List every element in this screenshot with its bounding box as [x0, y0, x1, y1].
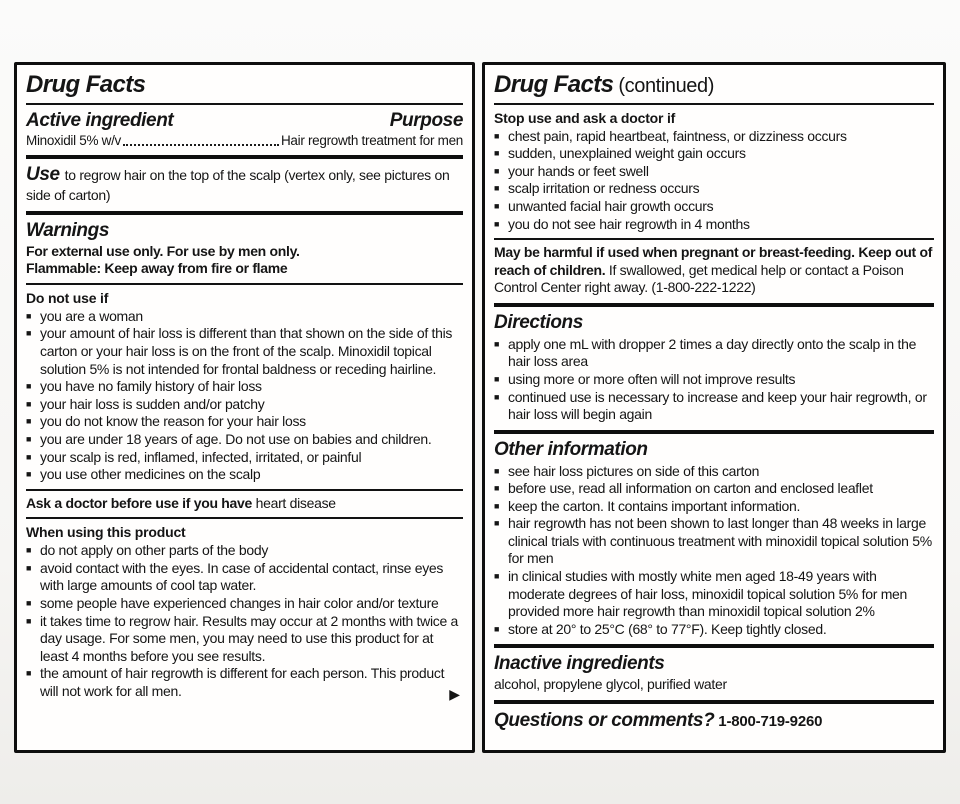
square-bullet-icon: ■: [494, 130, 500, 141]
do-not-use-list: [26, 308, 463, 484]
section-warnings: [26, 217, 463, 282]
section-do-not-use: [26, 286, 463, 488]
stop-use-heading: Stop use and ask a doctor if: [494, 109, 676, 126]
use-text: to regrow hair on the top of the scalp (vertex only, see pictures on side of carton): [26, 167, 450, 204]
drug-facts-title-text: Drug Facts: [494, 71, 614, 98]
bullet-text: apply one mL with dropper 2 times a day directly onto the scalp in the hair loss area: [508, 335, 917, 370]
purpose-heading: Purpose: [389, 109, 463, 131]
bullet-text: keep the carton. It contains important information.: [508, 497, 801, 514]
bullet-text: your scalp is red, inflamed, infected, irritated, or painful: [40, 448, 362, 465]
square-bullet-icon: ■: [494, 391, 500, 402]
divider: [26, 517, 463, 519]
bullet-item: [494, 515, 934, 568]
bullet-text: you do not know the reason for your hair loss: [40, 413, 306, 430]
square-bullet-icon: ■: [26, 416, 32, 427]
bullet-item: [494, 163, 934, 181]
bullet-text: see hair loss pictures on side of this carton: [508, 462, 760, 479]
divider: [26, 103, 463, 105]
bullet-item: [26, 431, 463, 449]
bullet-item: [26, 449, 463, 467]
bullet-item: [26, 378, 463, 396]
divider: [494, 303, 934, 307]
square-bullet-icon: ■: [494, 623, 500, 634]
section-ask-doctor: [26, 492, 463, 517]
square-bullet-icon: ■: [26, 562, 32, 573]
bullet-text: before use, read all information on carton and enclosed leaflet: [508, 480, 873, 497]
square-bullet-icon: ■: [26, 545, 32, 556]
bullet-item: [26, 613, 463, 666]
square-bullet-icon: ■: [26, 668, 32, 679]
bullet-text: using more or more often will not improve results: [508, 370, 796, 387]
bullet-text: store at 20° to 25°C (68° to 77°F). Keep tightly closed.: [508, 620, 827, 637]
section-other-information: [494, 436, 934, 643]
bullet-item: [26, 396, 463, 414]
drug-facts-panel-left: [14, 62, 475, 753]
bullet-text: your hands or feet swell: [508, 162, 649, 179]
square-bullet-icon: ■: [26, 615, 32, 626]
square-bullet-icon: ■: [26, 328, 32, 339]
bullet-text: you are under 18 years of age. Do not use on babies and children.: [40, 430, 432, 447]
bullet-text: it takes time to regrow hair. Results may occur at 2 months with twice a day usage. For some men, you may need to use this product for at least 4 months before you see results.: [40, 612, 459, 664]
bullet-text: continued use is necessary to increase and keep your hair regrowth, or hair loss will begin again: [508, 388, 927, 423]
square-bullet-icon: ■: [494, 218, 500, 229]
text-segment: If swallowed, get medical help or contact a Poison Control Center right away. (1-800-222-1222): [494, 261, 904, 296]
square-bullet-icon: ■: [494, 483, 500, 494]
divider: [26, 211, 463, 215]
square-bullet-icon: ■: [494, 500, 500, 511]
divider: [26, 283, 463, 285]
bullet-text: hair regrowth has not been shown to last longer than 48 weeks in large clinical trials with continuous treatment with minoxidil topical solution 5% for men: [508, 515, 932, 567]
directions-list: [494, 336, 934, 424]
bullet-text: the amount of hair regrowth is different for each person. This product will not work for all men.: [40, 665, 445, 700]
bullet-item: [26, 466, 463, 484]
bullet-text: you use other medicines on the scalp: [40, 466, 261, 483]
active-ingredient-heading: Active ingredient: [26, 109, 174, 131]
bullet-item: [494, 198, 934, 216]
continued-text: (continued): [618, 75, 715, 97]
section-stop-use: [494, 106, 934, 238]
divider: [494, 644, 934, 648]
text-segment: heart disease: [255, 494, 336, 511]
bullet-text: your hair loss is sudden and/or patchy: [40, 395, 265, 412]
square-bullet-icon: ■: [494, 148, 500, 159]
square-bullet-icon: ■: [26, 469, 32, 480]
bullet-item: [494, 128, 934, 146]
inactive-ingredients-text: alcohol, propylene glycol, purified water: [494, 676, 727, 693]
divider: [494, 430, 934, 434]
ingredient-name: Minoxidil 5% w/v: [26, 133, 121, 149]
bullet-item: [494, 621, 934, 639]
bullet-item: [494, 463, 934, 481]
square-bullet-icon: ■: [494, 518, 500, 529]
bullet-item: [26, 308, 463, 326]
directions-heading: Directions: [494, 311, 583, 333]
bullet-text: in clinical studies with mostly white men aged 18-49 years with moderate degrees of hair loss, minoxidil topical solution 5% for men provided more hair regrowth than minoxidil topical solution 2%: [508, 568, 908, 620]
section-inactive-ingredients: [494, 650, 934, 697]
square-bullet-icon: ■: [494, 465, 500, 476]
questions-heading: Questions or comments?: [494, 709, 715, 731]
section-pregnancy-warning: [494, 241, 934, 301]
section-use: [26, 161, 463, 208]
purpose-value: Hair regrowth treatment for men: [280, 133, 463, 149]
bullet-item: [26, 413, 463, 431]
bullet-item: [26, 560, 463, 595]
dotted-leader: [123, 144, 279, 146]
square-bullet-icon: ■: [494, 165, 500, 176]
bullet-item: [494, 480, 934, 498]
square-bullet-icon: ■: [494, 373, 500, 384]
do-not-use-heading: Do not use if: [26, 289, 109, 306]
square-bullet-icon: ■: [26, 451, 32, 462]
use-heading: Use: [26, 164, 60, 186]
bullet-item: [26, 595, 463, 613]
section-when-using: [26, 520, 463, 704]
section-directions: [494, 309, 934, 428]
when-using-list: [26, 542, 463, 700]
bullet-item: [494, 145, 934, 163]
bullet-item: [26, 665, 463, 700]
bullet-item: [494, 498, 934, 516]
bullet-item: [494, 180, 934, 198]
warnings-heading: Warnings: [26, 219, 110, 241]
square-bullet-icon: ■: [26, 381, 32, 392]
warnings-line1: For external use only. For use by men only.: [26, 242, 300, 259]
section-active-ingredient: [26, 106, 463, 154]
square-bullet-icon: ■: [26, 398, 32, 409]
square-bullet-icon: ■: [494, 338, 500, 349]
other-information-heading: Other information: [494, 438, 648, 460]
inactive-ingredients-heading: Inactive ingredients: [494, 653, 665, 675]
divider: [494, 700, 934, 704]
bullet-item: [494, 568, 934, 621]
bullet-item: [494, 371, 934, 389]
continue-arrow-icon: ▶: [449, 685, 460, 702]
square-bullet-icon: ■: [494, 183, 500, 194]
square-bullet-icon: ■: [494, 571, 500, 582]
divider: [494, 238, 934, 240]
bullet-item: [494, 389, 934, 424]
other-information-list: [494, 463, 934, 639]
drug-facts-title: Drug Facts: [26, 71, 146, 98]
drug-facts-continued-title: [494, 70, 934, 102]
questions-phone-number: 1-800-719-9260: [718, 712, 823, 730]
bullet-text: avoid contact with the eyes. In case of accidental contact, rinse eyes with large amounts of cool tap water.: [40, 559, 444, 594]
divider: [494, 103, 934, 105]
when-using-heading: When using this product: [26, 524, 186, 541]
bullet-text: you have no family history of hair loss: [40, 378, 262, 395]
text-segment: Ask a doctor before use if you have: [26, 494, 256, 511]
bullet-text: your amount of hair loss is different than that shown on the side of this carton or your hair loss is on the front of the scalp. Minoxidil topical solution 5% is not intended for frontal baldness or receding hairline.: [40, 325, 453, 377]
section-questions: [494, 706, 934, 735]
square-bullet-icon: ■: [26, 598, 32, 609]
drug-facts-panel-right: [482, 62, 946, 753]
square-bullet-icon: ■: [494, 200, 500, 211]
divider: [26, 155, 463, 159]
bullet-text: scalp irritation or redness occurs: [508, 180, 700, 197]
bullet-text: chest pain, rapid heartbeat, faintness, or dizziness occurs: [508, 127, 847, 144]
bullet-text: unwanted facial hair growth occurs: [508, 197, 714, 214]
bullet-text: you are a woman: [40, 307, 143, 324]
square-bullet-icon: ■: [26, 433, 32, 444]
stop-use-list: [494, 128, 934, 234]
bullet-text: do not apply on other parts of the body: [40, 542, 269, 559]
divider: [26, 489, 463, 491]
bullet-item: [494, 336, 934, 371]
bullet-text: some people have experienced changes in hair color and/or texture: [40, 595, 439, 612]
bullet-item: [494, 216, 934, 234]
warnings-line2: Flammable: Keep away from fire or flame: [26, 260, 288, 277]
bullet-item: [26, 542, 463, 560]
text-segment: May be harmful if used when pregnant or breast-feeding. Keep out of reach of children.: [494, 244, 933, 278]
square-bullet-icon: ■: [26, 310, 32, 321]
bullet-text: you do not see hair regrowth in 4 months: [508, 215, 750, 232]
bullet-text: sudden, unexplained weight gain occurs: [508, 145, 746, 162]
bullet-item: [26, 325, 463, 378]
